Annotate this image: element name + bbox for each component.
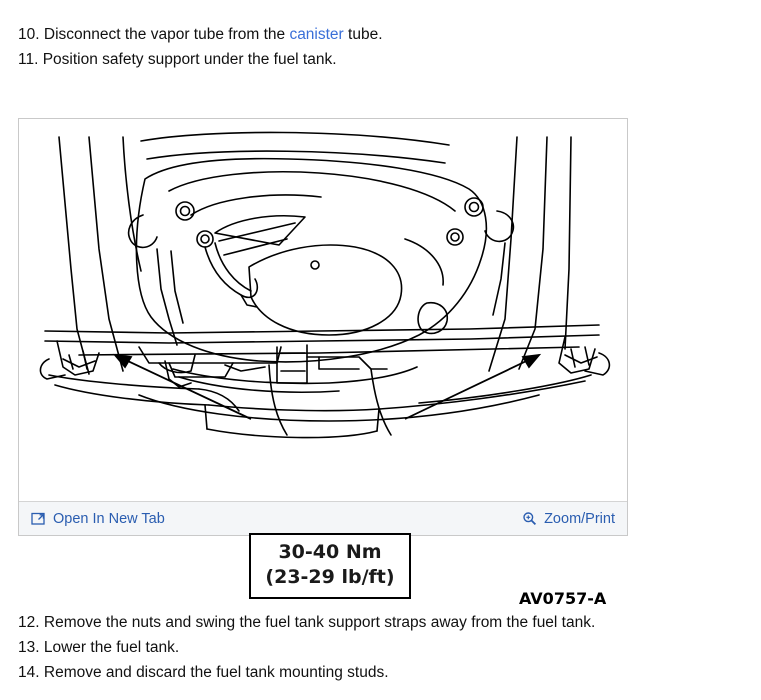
open-in-new-tab-button[interactable] [31,511,165,527]
step-text: Lower the fuel tank. [43,639,180,656]
torque-spec-callout [249,533,411,599]
figure-container [18,118,628,608]
step-text: Remove and discard the fuel tank mounting studs. [43,664,389,681]
list-item [18,660,738,685]
new-tab-icon [31,511,46,526]
step-text-after: tube. [343,26,383,43]
figure-code-label: AV0757-A [519,589,607,608]
list-item [18,635,738,660]
torque-lbft: (23-29 lb/ft) [265,566,395,588]
step-number: 14. [18,664,40,681]
step-text-before: Disconnect the vapor tube from the [43,26,290,43]
step-text: Remove the nuts and swing the fuel tank support straps away from the fuel tank. [43,614,596,631]
step-number: 10. [18,26,40,43]
figure-toolbar [19,501,627,535]
magnifier-icon [522,511,537,526]
steps-list-bottom [18,610,738,685]
open-in-new-tab-label: Open In New Tab [53,510,165,527]
zoom-print-button[interactable] [522,511,615,527]
canister-link[interactable]: canister [289,26,344,43]
step-text: Position safety support under the fuel tank. [42,51,337,68]
step-number: 13. [18,639,40,656]
list-item [18,47,718,72]
torque-nm: 30-40 Nm [278,541,382,563]
step-number: 11. [18,51,39,68]
fuel-tank-underbody-diagram [19,119,627,501]
steps-list-top [18,22,718,72]
list-item [18,22,718,47]
step-number: 12. [18,614,40,631]
list-item [18,610,738,635]
zoom-print-label: Zoom/Print [544,510,615,527]
